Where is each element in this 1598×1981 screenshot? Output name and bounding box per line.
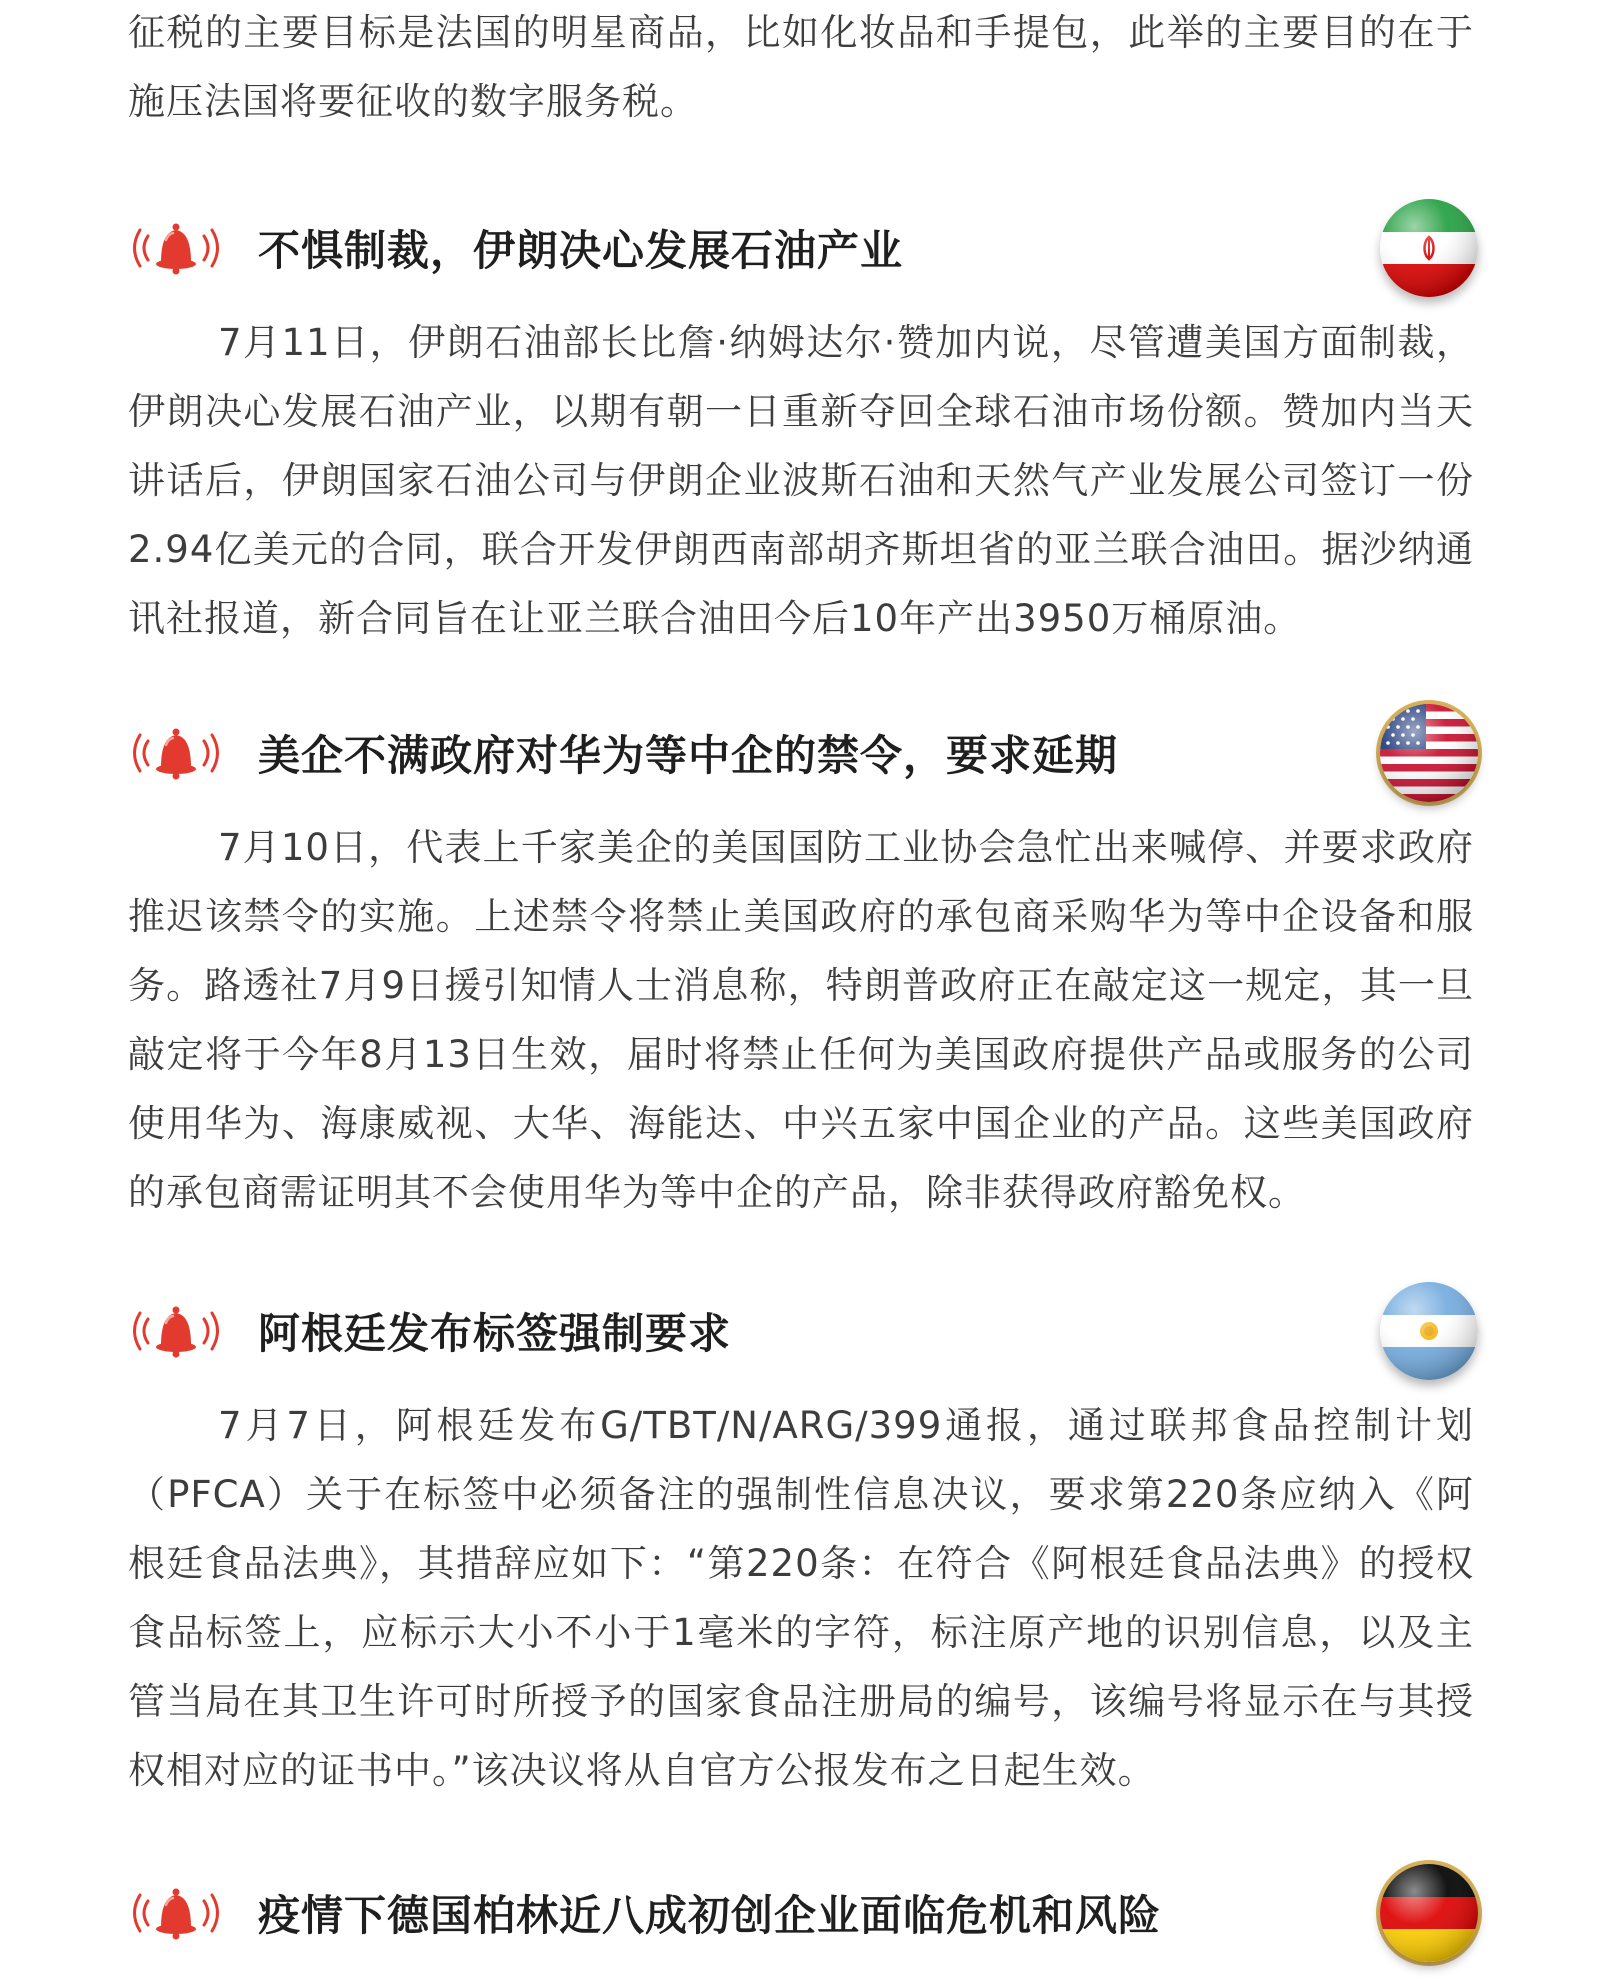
section-header (128, 188, 1474, 308)
usa-flag-icon (1380, 704, 1478, 802)
argentina-flag-icon (1380, 1282, 1478, 1380)
section-header (128, 1271, 1474, 1391)
iran-flag-icon (1380, 199, 1478, 297)
section-title: 疫情下德国柏林近八成初创企业面临危机和风险 (258, 1891, 1162, 1940)
news-section-iran (128, 188, 1474, 653)
alarm-bell-icon (128, 1301, 224, 1361)
section-body: 7月10日，代表上千家美企的美国国防工业协会急忙出来喊停、并要求政府推迟该禁令的实施。上述禁令将禁止美国政府的承包商采购华为等中企设备和服务。路透社7月9日援引知情人士消息称，特朗普政府正在敲定这一规定，其一旦敲定将于今年8月13日生效，届时将禁止任何为美国政府提供产品或服务的公司使用华为、海康威视、大华、海能达、中兴五家中国企业的产品。这些美国政府的承包商需证明其不会使用华为等中企的产品，除非获得政府豁免权。 (128, 826, 1474, 1214)
news-section-usa (128, 693, 1474, 1227)
section-body: 7月11日，伊朗石油部长比詹·纳姆达尔·赞加内说，尽管遭美国方面制裁，伊朗决心发展石油产业，以期有朝一日重新夺回全球石油市场份额。赞加内当天讲话后，伊朗国家石油公司与伊朗企业波斯石油和天然气产业发展公司签订一份2.94亿美元的合同，联合开发伊朗西南部胡齐斯坦省的亚兰联合油田。据沙纳通讯社报道，新合同旨在让亚兰联合油田今后10年产出3950万桶原油。 (128, 321, 1474, 640)
alarm-bell-icon (128, 218, 224, 278)
section-header (128, 1853, 1474, 1973)
news-section-germany (128, 1853, 1474, 1973)
section-body: 7月7日，阿根廷发布G/TBT/N/ARG/399通报，通过联邦食品控制计划（PFCA）关于在标签中必须备注的强制性信息决议，要求第220条应纳入《阿根廷食品法典》，其措辞应如下：“第220条：在符合《阿根廷食品法典》的授权食品标签上，应标示大小不小于1毫米的字符，标注原产地的识别信息，以及主管当局在其卫生许可时所授予的国家食品注册局的编号，该编号将显示在与其授权相对应的证书中。”该决议将从自官方公报发布之日起生效。 (128, 1404, 1474, 1792)
section-title: 不惧制裁，伊朗决心发展石油产业 (258, 226, 904, 275)
section-title: 阿根廷发布标签强制要求 (258, 1309, 732, 1358)
germany-flag-icon (1380, 1864, 1478, 1962)
alarm-bell-icon (128, 1883, 224, 1943)
section-title: 美企不满政府对华为等中企的禁令，要求延期 (258, 731, 1119, 780)
alarm-bell-icon (128, 723, 224, 783)
article (128, 0, 1474, 1973)
news-section-argentina (128, 1271, 1474, 1805)
section-header (128, 693, 1474, 813)
intro-paragraph: 征税的主要目标是法国的明星商品，比如化妆品和手提包，此举的主要目的在于施压法国将要征收的数字服务税。 (128, 11, 1474, 123)
